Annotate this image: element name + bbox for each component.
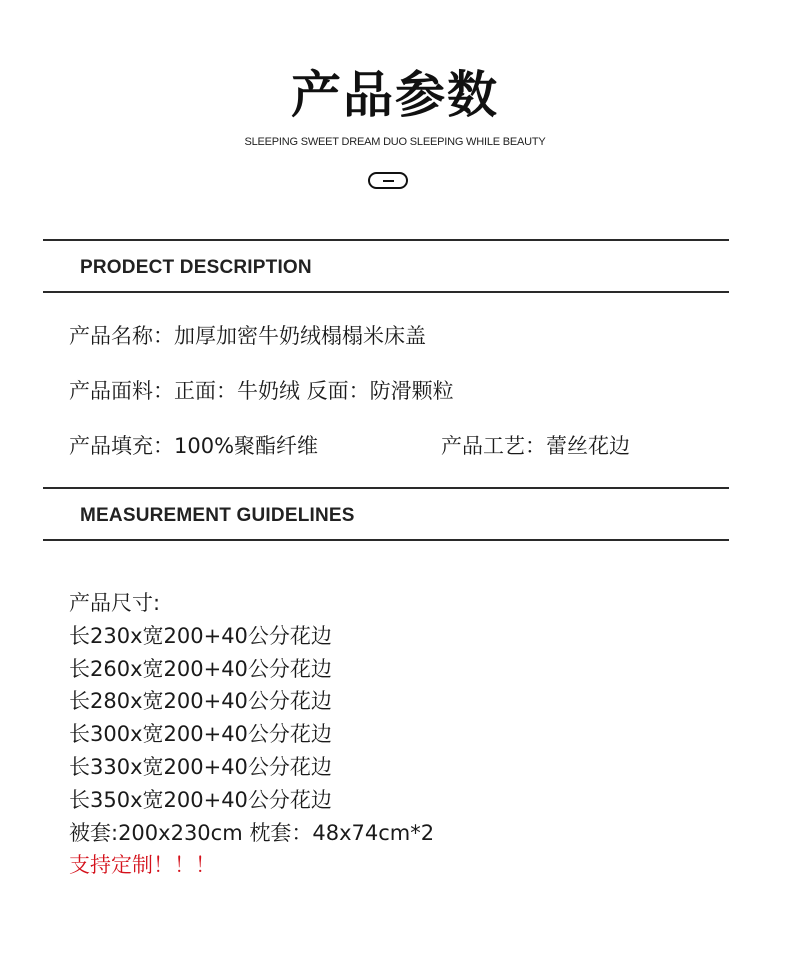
- divider: [43, 487, 729, 489]
- pill-dash: [383, 180, 394, 182]
- size-list: [69, 587, 434, 882]
- divider-top: [43, 239, 729, 241]
- divider: [43, 539, 729, 541]
- divider: [43, 291, 729, 293]
- size-item: 长230x宽200+40公分花边: [69, 623, 332, 648]
- product-name-row: 产品名称：加厚加密牛奶绒榻榻米床盖: [69, 324, 426, 348]
- size-item: 长260x宽200+40公分花边: [69, 656, 332, 681]
- page-title: 产品参数: [291, 66, 499, 124]
- section-heading-measurement: MEASUREMENT GUIDELINES: [80, 505, 355, 526]
- size-item: 长330x宽200+40公分花边: [69, 754, 332, 779]
- size-item: 长350x宽200+40公分花边: [69, 787, 332, 812]
- size-label: 产品尺寸:: [69, 591, 161, 615]
- custom-order-note: 支持定制！！！: [69, 853, 216, 878]
- minus-pill-icon: [368, 172, 408, 189]
- section-heading-description: PRODECT DESCRIPTION: [80, 257, 312, 278]
- product-fabric-row: 产品面料：正面：牛奶绒 反面：防滑颗粒: [69, 379, 454, 403]
- size-item: 长280x宽200+40公分花边: [69, 689, 332, 714]
- product-filling-row: 产品填充：100%聚酯纤维: [69, 434, 319, 458]
- size-item: 长300x宽200+40公分花边: [69, 722, 332, 747]
- page-subtitle: SLEEPING SWEET DREAM DUO SLEEPING WHILE BEAUTY: [244, 136, 546, 148]
- product-craft-row: 产品工艺：蕾丝花边: [441, 434, 630, 458]
- cover-size-text: 被套:200x230cm 枕套：48x74cm*2: [69, 820, 435, 845]
